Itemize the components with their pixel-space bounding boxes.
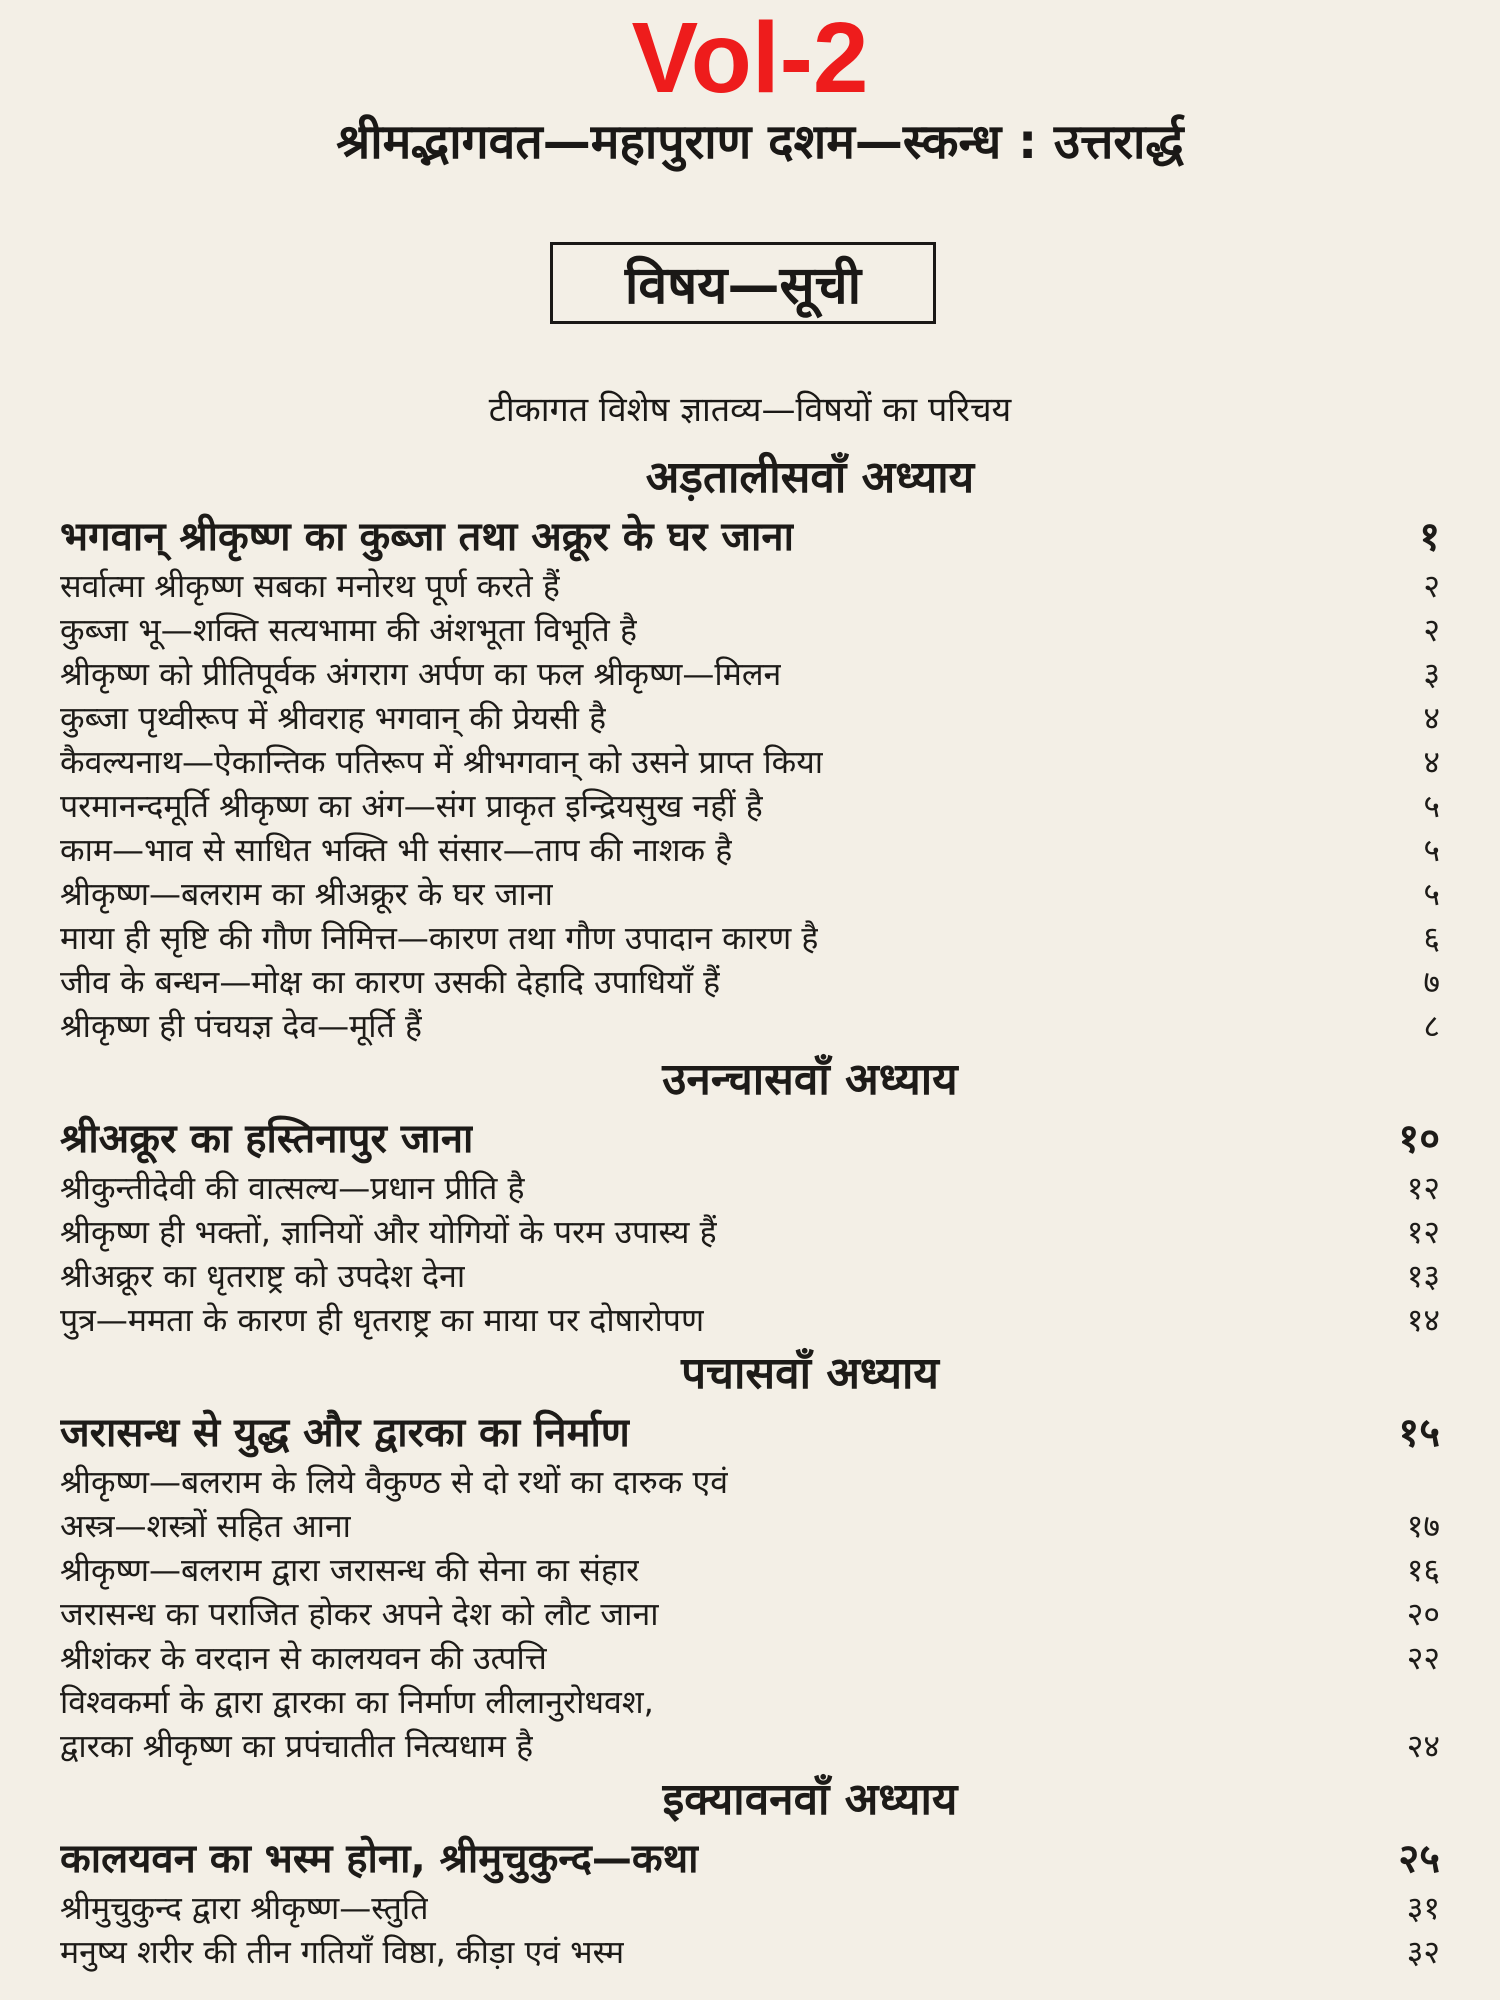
entry-page-number: ४ [1423, 743, 1440, 781]
entry-page-number: ३१ [1406, 1889, 1440, 1927]
toc-entry [60, 608, 1440, 652]
toc-entry [60, 1004, 1440, 1048]
entry-text: माया ही सृष्टि की गौण निमित्त—कारण तथा गौण उपादान कारण है [60, 919, 819, 957]
entry-page-number: १ [1419, 514, 1440, 560]
entry-page-number: ३ [1423, 655, 1440, 693]
entry-page-number: १२ [1406, 1213, 1440, 1251]
entry-page-number: २० [1406, 1595, 1440, 1633]
toc-entry [60, 1504, 1440, 1548]
toc-entry [60, 740, 1440, 784]
toc-entry [60, 1724, 1440, 1768]
toc-entry [60, 1548, 1440, 1592]
entry-page-number: १३ [1406, 1257, 1440, 1295]
entry-text: श्रीकृष्ण ही पंचयज्ञ देव—मूर्ति हैं [60, 1007, 422, 1045]
entry-page-number: ४ [1423, 699, 1440, 737]
toc-entry [60, 1254, 1440, 1298]
entry-text: श्रीशंकर के वरदान से कालयवन की उत्पत्ति [60, 1639, 547, 1677]
entry-text: सर्वात्मा श्रीकृष्ण सबका मनोरथ पूर्ण करते हैं [60, 567, 560, 605]
toc-entry [60, 652, 1440, 696]
chapter-title-entry [60, 1406, 1440, 1460]
entry-page-number: ६ [1423, 919, 1440, 957]
entry-text: मनुष्य शरीर की तीन गतियाँ विष्ठा, कीड़ा एवं भस्म [60, 1933, 625, 1971]
entry-text: विश्वकर्मा के द्वारा द्वारका का निर्माण लीलानुरोधवश, [60, 1683, 654, 1721]
toc-entry [60, 1680, 1440, 1724]
entry-page-number: ७ [1423, 963, 1440, 1001]
entry-text: कुब्जा भू—शक्ति सत्यभामा की अंशभूता विभूति है [60, 611, 637, 649]
entry-page-number: ५ [1423, 787, 1440, 825]
chapter-title-entry [60, 1832, 1440, 1886]
entry-text: द्वारका श्रीकृष्ण का प्रपंचातीत नित्यधाम है [60, 1727, 534, 1765]
chapter-heading: उनन्चासवाँ अध्याय [662, 1054, 958, 1105]
entry-page-number: २५ [1398, 1836, 1440, 1882]
entry-page-number: ५ [1423, 831, 1440, 869]
chapter-title-entry [60, 510, 1440, 564]
entry-text: भगवान् श्रीकृष्ण का कुब्जा तथा अक्रूर के घर जाना [60, 514, 794, 560]
toc-entry [60, 1460, 1440, 1504]
chapter-heading: इक्यावनवाँ अध्याय [662, 1774, 958, 1825]
entry-text: श्रीअक्रूर का धृतराष्ट्र को उपदेश देना [60, 1257, 466, 1295]
entry-page-number: १२ [1406, 1169, 1440, 1207]
entry-page-number: २ [1423, 611, 1440, 649]
entry-text: कुब्जा पृथ्वीरूप में श्रीवराह भगवान् की प्रेयसी है [60, 699, 607, 737]
chapter-title-entry [60, 1112, 1440, 1166]
entry-page-number: ५ [1423, 875, 1440, 913]
toc-entry [60, 828, 1440, 872]
toc-entry [60, 1298, 1440, 1342]
entry-text: श्रीकृष्ण—बलराम के लिये वैकुण्ठ से दो रथों का दारुक एवं [60, 1463, 728, 1501]
entry-text: श्रीकृष्ण—बलराम का श्रीअक्रूर के घर जाना [60, 875, 553, 913]
toc-entry [60, 1210, 1440, 1254]
entry-page-number: ८ [1423, 1007, 1440, 1045]
toc-heading: विषय—सूची [624, 255, 862, 316]
toc-entry [60, 784, 1440, 828]
toc-entry [60, 1636, 1440, 1680]
entry-page-number: १४ [1406, 1301, 1440, 1339]
entry-text: श्रीकृष्ण—बलराम द्वारा जरासन्ध की सेना का संहार [60, 1551, 640, 1589]
entry-text: परमानन्दमूर्ति श्रीकृष्ण का अंग—संग प्राकृत इन्द्रियसुख नहीं है [60, 787, 763, 825]
volume-label: Vol-2 [631, 2, 869, 114]
entry-text: श्रीकुन्तीदेवी की वात्सल्य—प्रधान प्रीति है [60, 1169, 525, 1207]
entry-page-number: ३२ [1406, 1933, 1440, 1971]
toc-entry [60, 1886, 1440, 1930]
entry-text: जीव के बन्धन—मोक्ष का कारण उसकी देहादि उपाधियाँ हैं [60, 963, 721, 1001]
book-title: श्रीमद्भागवत—महापुराण दशम—स्कन्ध : उत्तरार्द्ध [336, 114, 1184, 170]
toc-entry [60, 1930, 1440, 1974]
entry-text: श्रीकृष्ण को प्रीतिपूर्वक अंगराग अर्पण का फल श्रीकृष्ण—मिलन [60, 655, 782, 693]
toc-entry [60, 1592, 1440, 1636]
toc-entry [60, 1166, 1440, 1210]
entry-text: कालयवन का भस्म होना, श्रीमुचुकुन्द—कथा [60, 1836, 699, 1882]
chapter-heading: पचासवाँ अध्याय [681, 1348, 939, 1399]
entry-text: श्रीमुचुकुन्द द्वारा श्रीकृष्ण—स्तुति [60, 1889, 429, 1927]
toc-list [60, 446, 1440, 1974]
entry-page-number: २२ [1406, 1639, 1440, 1677]
entry-text: जरासन्ध से युद्ध और द्वारका का निर्माण [60, 1410, 630, 1456]
toc-heading-box [550, 242, 936, 324]
chapter-heading: अड़तालीसवाँ अध्याय [645, 452, 975, 503]
entry-page-number: २४ [1406, 1727, 1440, 1765]
intro-line: टीकागत विशेष ज्ञातव्य—विषयों का परिचय [488, 390, 1012, 430]
entry-page-number: २ [1423, 567, 1440, 605]
toc-entry [60, 916, 1440, 960]
entry-text: श्रीअक्रूर का हस्तिनापुर जाना [60, 1116, 474, 1162]
toc-entry [60, 696, 1440, 740]
entry-text: कैवल्यनाथ—ऐकान्तिक पतिरूप में श्रीभगवान् को उसने प्राप्त किया [60, 743, 824, 781]
entry-page-number: १५ [1398, 1410, 1440, 1456]
entry-page-number: १६ [1406, 1551, 1440, 1589]
toc-entry [60, 564, 1440, 608]
entry-text: काम—भाव से साधित भक्ति भी संसार—ताप की नाशक है [60, 831, 733, 869]
entry-page-number: १० [1398, 1116, 1440, 1162]
toc-entry [60, 872, 1440, 916]
entry-text: जरासन्ध का पराजित होकर अपने देश को लौट जाना [60, 1595, 659, 1633]
toc-entry [60, 960, 1440, 1004]
entry-text: अस्त्र—शस्त्रों सहित आना [60, 1507, 351, 1545]
entry-text: श्रीकृष्ण ही भक्तों, ज्ञानियों और योगियों के परम उपास्य हैं [60, 1213, 717, 1251]
entry-page-number: १७ [1406, 1507, 1440, 1545]
entry-text: पुत्र—ममता के कारण ही धृतराष्ट्र का माया पर दोषारोपण [60, 1301, 705, 1339]
